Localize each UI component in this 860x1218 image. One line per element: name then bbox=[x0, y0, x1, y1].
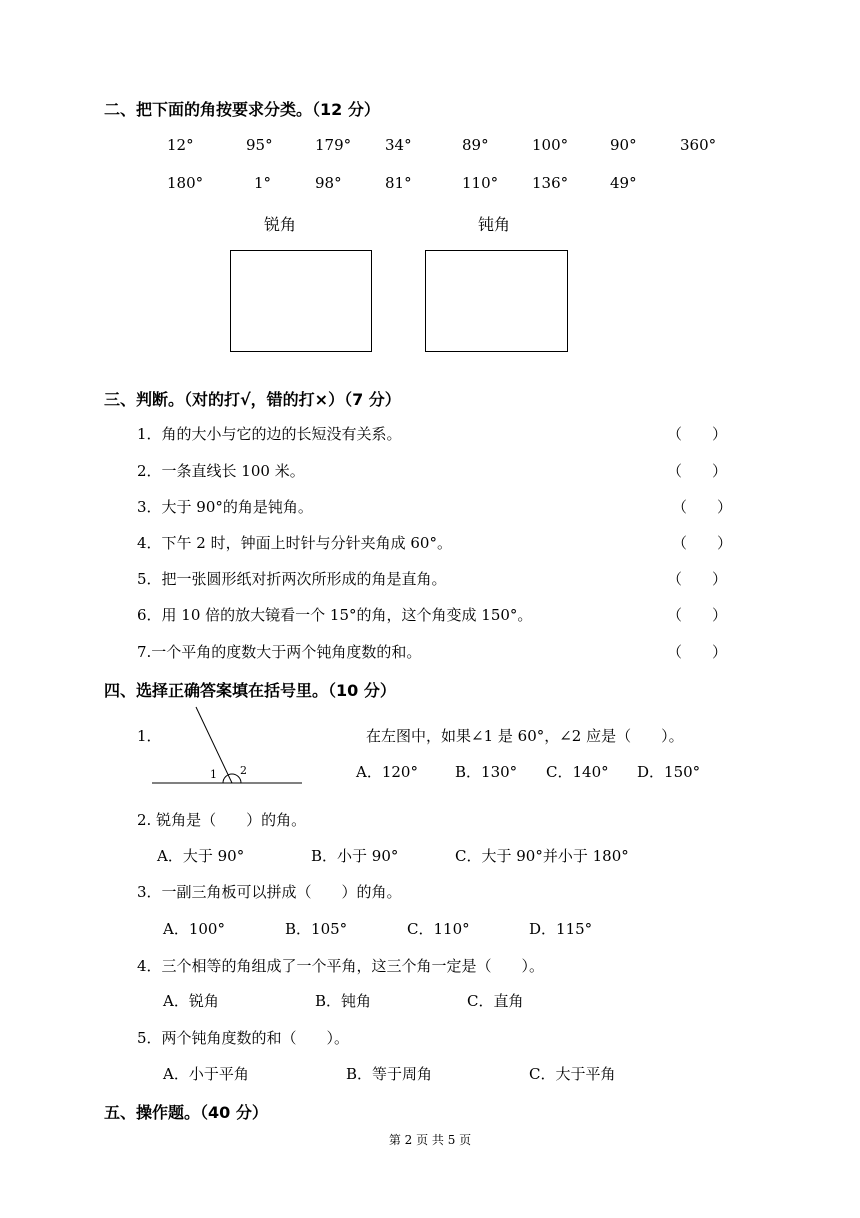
angle-value: 110° bbox=[462, 174, 499, 192]
angle-value: 95° bbox=[246, 136, 273, 154]
angle-2-label: 2 bbox=[240, 764, 247, 777]
judge-answer-bracket[interactable]: （ ） bbox=[667, 462, 728, 480]
q2-text: 2. 锐角是（ ）的角。 bbox=[137, 811, 307, 829]
angle-value: 89° bbox=[462, 136, 489, 154]
section3-heading: 三、判断。（对的打√，错的打×）（7 分） bbox=[104, 390, 401, 409]
q4-option-c[interactable]: C．直角 bbox=[467, 992, 524, 1010]
judge-answer-bracket[interactable]: （ ） bbox=[672, 534, 733, 552]
q1-option-b[interactable]: B．130° bbox=[455, 763, 518, 781]
angle-value: 136° bbox=[532, 174, 569, 192]
judge-item-text: 1．角的大小与它的边的长短没有关系。 bbox=[137, 425, 402, 443]
q2-option-c[interactable]: C．大于 90°并小于 180° bbox=[455, 847, 629, 865]
q1-option-a[interactable]: A．120° bbox=[356, 763, 418, 781]
q4-option-b[interactable]: B．钝角 bbox=[315, 992, 372, 1010]
q4-text: 4．三个相等的角组成了一个平角，这三个角一定是（ ）。 bbox=[137, 957, 545, 975]
angle-value: 360° bbox=[680, 136, 717, 154]
q2-option-b[interactable]: B．小于 90° bbox=[311, 847, 399, 865]
judge-item-text: 2．一条直线长 100 米。 bbox=[137, 462, 305, 480]
angle-value: 180° bbox=[167, 174, 204, 192]
angle-value: 90° bbox=[610, 136, 637, 154]
q2-option-a[interactable]: A．大于 90° bbox=[157, 847, 245, 865]
acute-box-label: 锐角 bbox=[264, 215, 297, 234]
angle-1-label: 1 bbox=[210, 768, 217, 781]
q3-option-d[interactable]: D．115° bbox=[529, 920, 593, 938]
q3-text: 3．一副三角板可以拼成（ ）的角。 bbox=[137, 883, 402, 901]
angle-value: 34° bbox=[385, 136, 412, 154]
q1-number: 1． bbox=[137, 727, 162, 745]
obtuse-box-label: 钝角 bbox=[478, 215, 511, 234]
angle-value: 49° bbox=[610, 174, 637, 192]
angle-value: 98° bbox=[315, 174, 342, 192]
section2-heading: 二、把下面的角按要求分类。（12 分） bbox=[104, 100, 380, 119]
section5-heading: 五、操作题。（40 分） bbox=[104, 1103, 268, 1122]
q1-option-d[interactable]: D．150° bbox=[637, 763, 701, 781]
judge-answer-bracket[interactable]: （ ） bbox=[672, 498, 733, 516]
q3-option-b[interactable]: B．105° bbox=[285, 920, 348, 938]
judge-item-text: 5．把一张圆形纸对折两次所形成的角是直角。 bbox=[137, 570, 447, 588]
judge-item-text: 6．用 10 倍的放大镜看一个 15°的角，这个角变成 150°。 bbox=[137, 606, 533, 624]
angle-value: 179° bbox=[315, 136, 352, 154]
q5-option-a[interactable]: A．小于平角 bbox=[163, 1065, 249, 1083]
q3-option-a[interactable]: A．100° bbox=[163, 920, 225, 938]
section4-heading: 四、选择正确答案填在括号里。（10 分） bbox=[104, 681, 396, 700]
judge-answer-bracket[interactable]: （ ） bbox=[667, 570, 728, 588]
q5-option-b[interactable]: B．等于周角 bbox=[346, 1065, 433, 1083]
angle-value: 12° bbox=[167, 136, 194, 154]
q3-option-c[interactable]: C．110° bbox=[407, 920, 470, 938]
judge-answer-bracket[interactable]: （ ） bbox=[667, 643, 728, 661]
page-footer: 第 2 页 共 5 页 bbox=[388, 1133, 472, 1147]
angle-figure-diagram bbox=[150, 705, 310, 785]
angle-value: 1° bbox=[254, 174, 272, 192]
angle-value: 100° bbox=[532, 136, 569, 154]
q5-text: 5．两个钝角度数的和（ ）。 bbox=[137, 1029, 350, 1047]
q1-text: 在左图中，如果∠1 是 60°，∠2 应是（ ）。 bbox=[366, 727, 684, 745]
q1-option-c[interactable]: C．140° bbox=[546, 763, 609, 781]
obtuse-answer-box[interactable] bbox=[425, 250, 568, 352]
judge-answer-bracket[interactable]: （ ） bbox=[667, 606, 728, 624]
q5-option-c[interactable]: C．大于平角 bbox=[529, 1065, 616, 1083]
judge-answer-bracket[interactable]: （ ） bbox=[667, 425, 728, 443]
judge-item-text: 4．下午 2 时，钟面上时针与分针夹角成 60°。 bbox=[137, 534, 452, 552]
judge-item-text: 7.一个平角的度数大于两个钝角度数的和。 bbox=[137, 643, 422, 661]
q4-option-a[interactable]: A．锐角 bbox=[163, 992, 219, 1010]
angle-value: 81° bbox=[385, 174, 412, 192]
acute-answer-box[interactable] bbox=[230, 250, 372, 352]
judge-item-text: 3．大于 90°的角是钝角。 bbox=[137, 498, 313, 516]
